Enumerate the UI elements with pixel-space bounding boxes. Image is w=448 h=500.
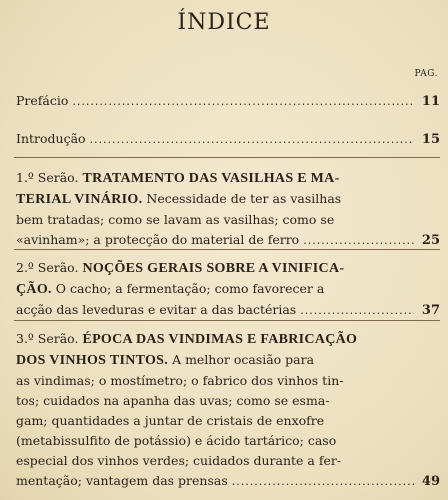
toc-entry-serao-1[interactable] xyxy=(16,168,440,251)
chapter-summary-line: as vindimas; o mostímetro; o fabrico dos vinhos tin- xyxy=(16,373,344,388)
chapter-summary-line: «avinham»; a protecção do material de ferro xyxy=(16,232,300,247)
chapter-title-cont: TERIAL VINÁRIO. xyxy=(16,192,143,207)
chapter-summary-line: tos; cuidados na apanha das uvas; como se esma- xyxy=(16,393,330,408)
toc-page-number: 25 xyxy=(421,233,440,248)
section-divider xyxy=(14,249,440,250)
page-column-header: PAG. xyxy=(414,69,438,79)
chapter-title: TRATAMENTO DAS VASILHAS E MA- xyxy=(82,171,340,186)
chapter-summary-line: (metabissulfito de potássio) e ácido tartárico; caso xyxy=(16,433,337,448)
toc-page-number: 15 xyxy=(421,132,440,147)
chapter-summary: O cacho; a fermentação; como favorecer a xyxy=(55,281,325,296)
page-title: ÍNDICE xyxy=(177,10,271,35)
toc-entry-serao-2[interactable] xyxy=(16,258,440,321)
toc-entry-introducao[interactable] xyxy=(16,131,440,147)
chapter-summary-line: especial dos vinhos verdes; cuidados durante a fer- xyxy=(16,453,342,468)
chapter-title-cont: ÇÃO. xyxy=(16,282,52,297)
chapter-summary: A melhor ocasião para xyxy=(172,352,315,367)
leader-dots xyxy=(303,231,414,251)
leader-dots xyxy=(300,301,414,321)
chapter-title: ÉPOCA DAS VINDIMAS E FABRICAÇÃO xyxy=(82,332,358,347)
entry-line xyxy=(16,350,440,371)
chapter-summary-line: mentação; vantagem das prensas xyxy=(16,473,228,488)
toc-entry-label: Prefácio xyxy=(16,93,69,108)
toc-page-number: 11 xyxy=(421,94,440,109)
chapter-summary: Necessidade de ter as vasilhas xyxy=(146,191,342,206)
entry-line xyxy=(16,168,440,189)
leader-dots xyxy=(232,472,414,492)
chapter-prefix: 1.º Serão. xyxy=(16,170,79,185)
section-divider xyxy=(14,157,440,158)
toc-entry-label: Introdução xyxy=(16,131,86,146)
entry-line xyxy=(16,189,440,210)
entry-line xyxy=(16,279,440,300)
chapter-prefix: 2.º Serão. xyxy=(16,260,79,275)
section-divider xyxy=(14,320,440,321)
leader-dots xyxy=(90,133,414,146)
entry-line xyxy=(16,258,440,279)
chapter-summary-line: gam; quantidades a juntar de cristais de enxofre xyxy=(16,413,325,428)
toc-entry-serao-3[interactable] xyxy=(16,329,440,492)
toc-entry-prefacio[interactable] xyxy=(16,93,440,109)
leader-dots xyxy=(72,95,414,108)
toc-page-number: 37 xyxy=(421,303,440,318)
chapter-title-cont: DOS VINHOS TINTOS. xyxy=(16,353,169,368)
entry-line xyxy=(16,329,440,350)
chapter-prefix: 3.º Serão. xyxy=(16,331,79,346)
chapter-summary-line: acção das leveduras e evitar a das bactérias xyxy=(16,302,297,317)
chapter-summary-line: bem tratadas; como se lavam as vasilhas; como se xyxy=(16,212,335,227)
toc-page-number: 49 xyxy=(421,474,440,489)
chapter-title: NOÇÕES GERAIS SOBRE A VINIFICA- xyxy=(82,261,345,276)
